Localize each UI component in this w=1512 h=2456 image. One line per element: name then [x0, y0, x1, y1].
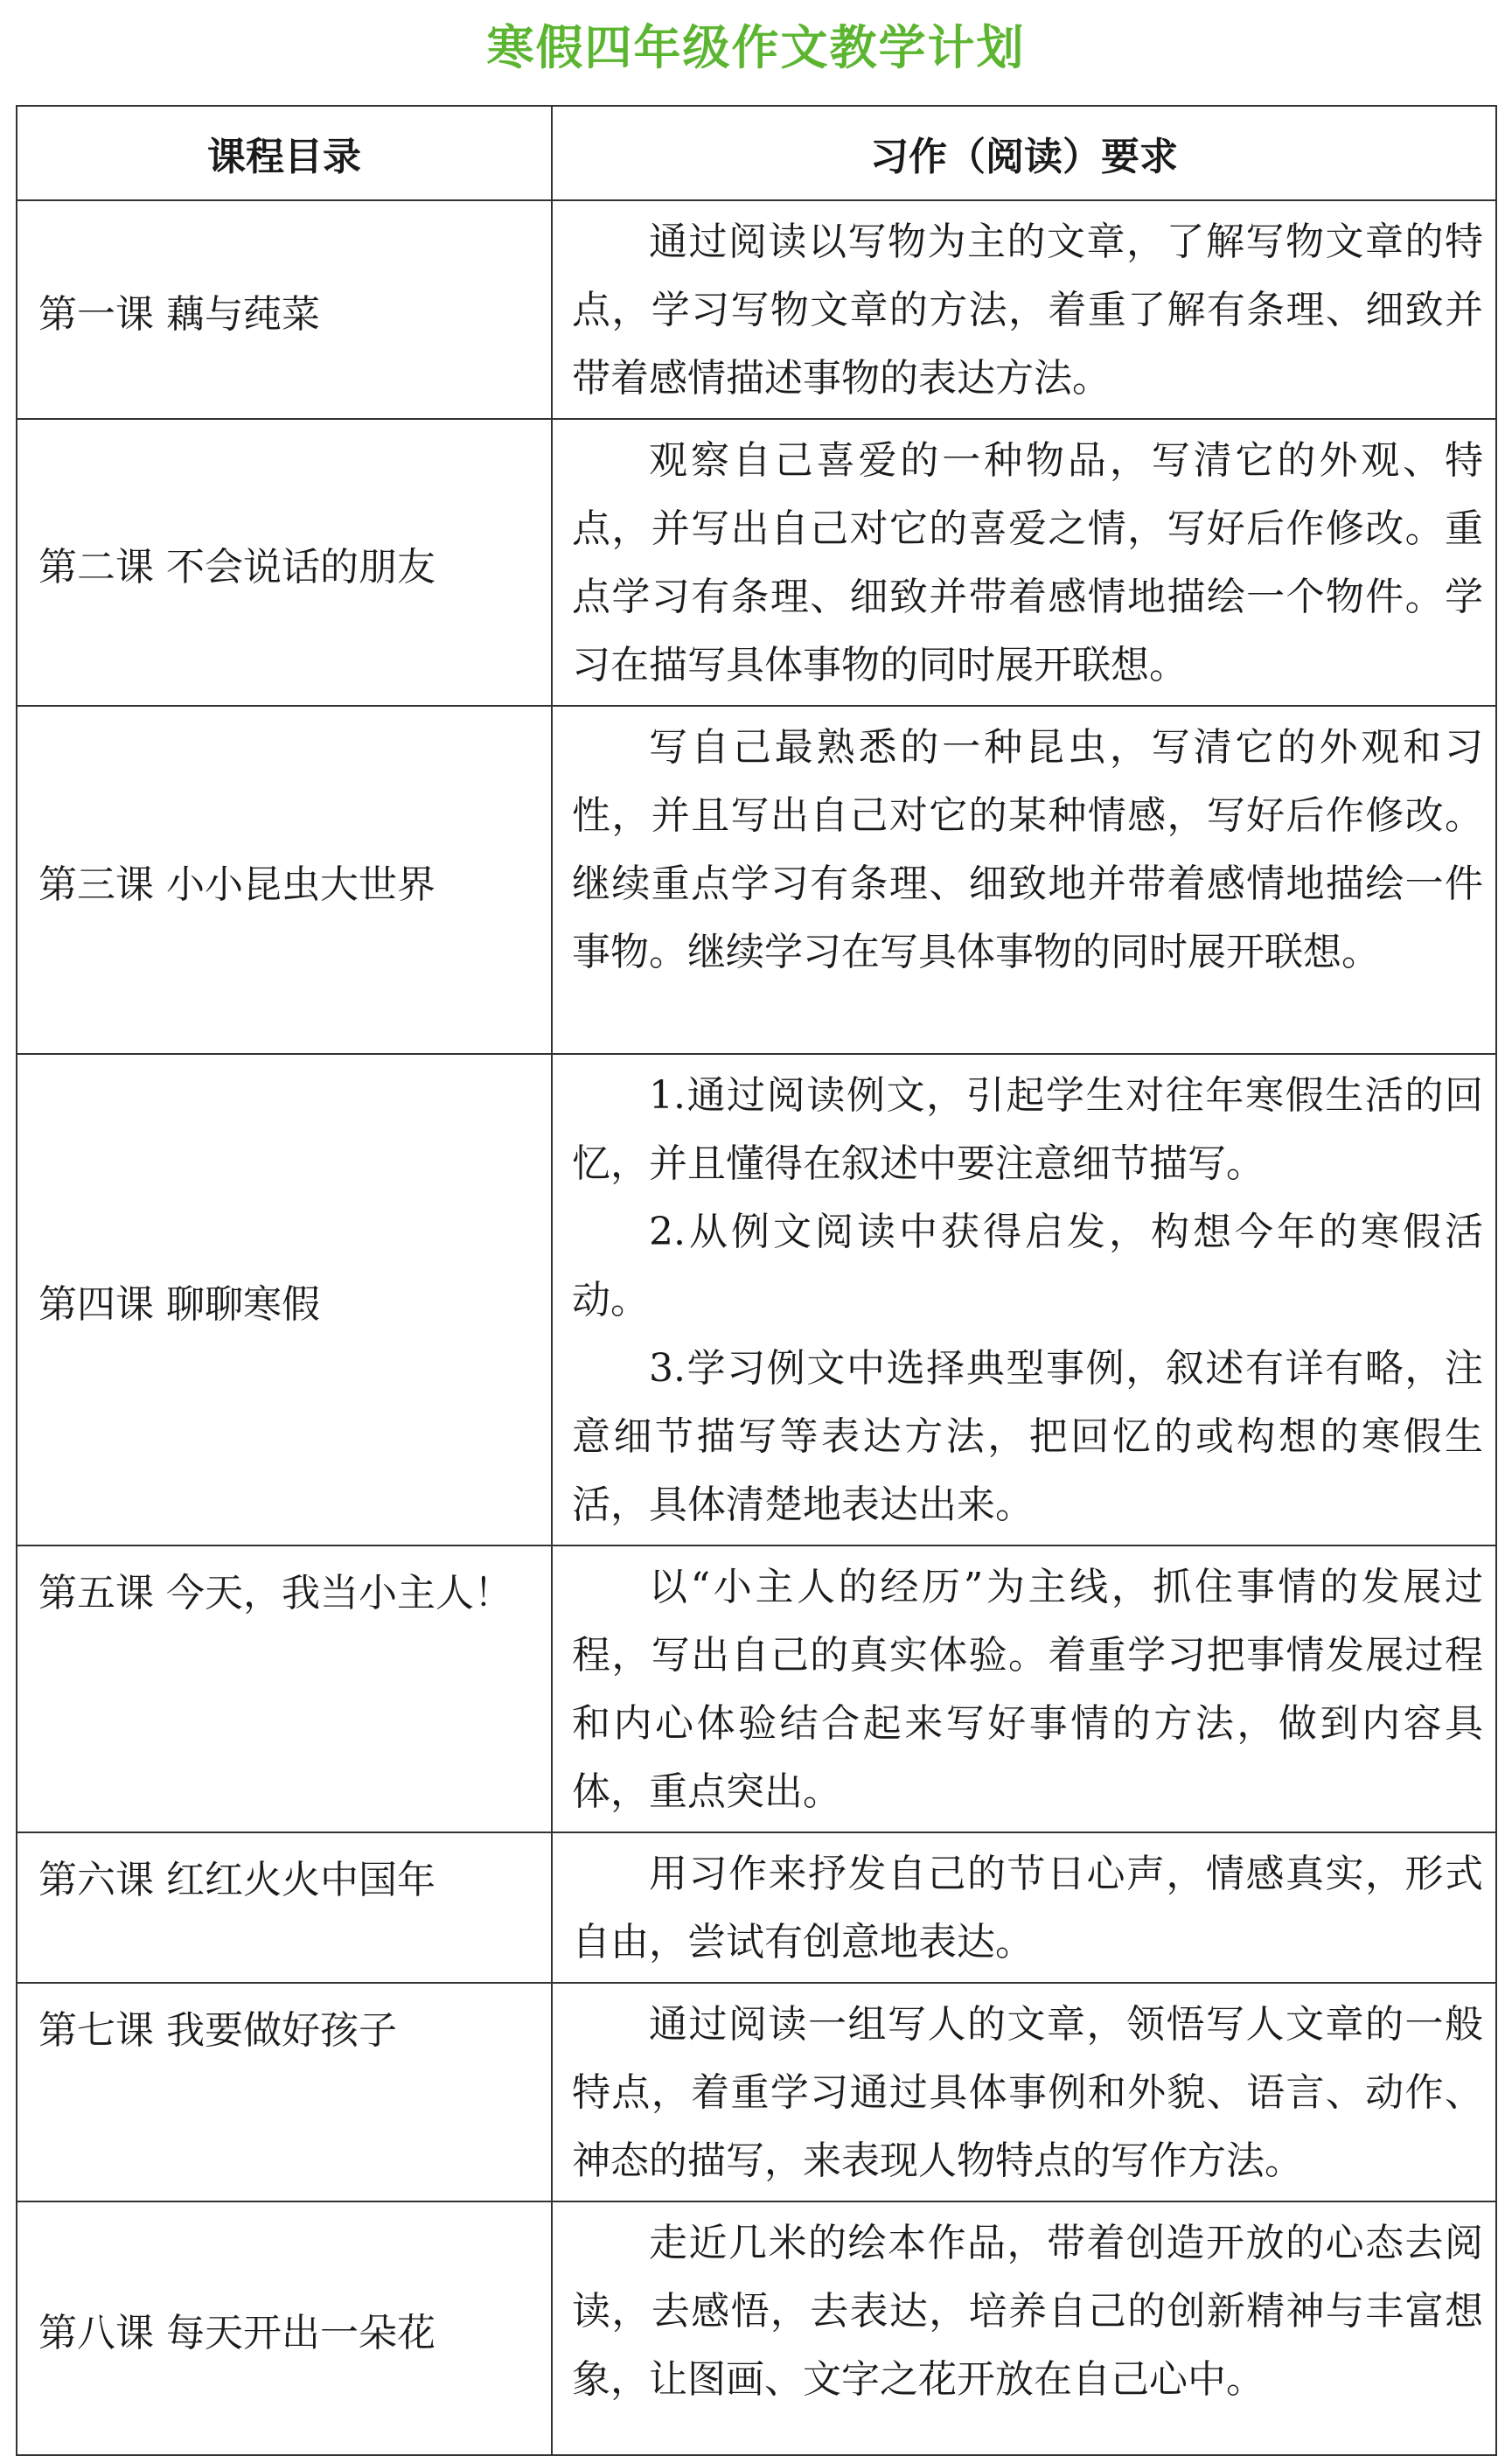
lesson-requirements [552, 1545, 1496, 1832]
requirement-paragraph: 通过阅读一组写人的文章，领悟写人文章的一般特点，着重学习通过具体事例和外貌、语言、动作、神态的描写，来表现人物特点的写作方法。 [572, 2002, 1483, 2183]
table-row [17, 706, 1496, 1054]
lesson-title: 第一课 藕与莼菜 [17, 200, 552, 419]
lesson-title: 第四课 聊聊寒假 [17, 1054, 552, 1545]
requirement-paragraph: 3.学习例文中选择典型事例，叙述有详有略，注意细节描写等表达方法，把回忆的或构想的寒假生活，具体清楚地表达出来。 [572, 1346, 1483, 1527]
table-row [17, 419, 1496, 706]
lesson-title: 第二课 不会说话的朋友 [17, 419, 552, 706]
page-title: 寒假四年级作文教学计划 [486, 20, 1026, 75]
lesson-requirements [552, 2201, 1496, 2455]
table-row [17, 1545, 1496, 1832]
requirement-paragraph: 1.通过阅读例文，引起学生对往年寒假生活的回忆，并且懂得在叙述中要注意细节描写。 [572, 1073, 1483, 1186]
lesson-title: 第七课 我要做好孩子 [17, 1983, 552, 2201]
requirement-paragraph: 2.从例文阅读中获得启发，构想今年的寒假活动。 [572, 1210, 1483, 1322]
requirement-paragraph: 用习作来抒发自己的节日心声，情感真实，形式自由，尝试有创意地表达。 [572, 1852, 1483, 1964]
table-row [17, 1054, 1496, 1545]
requirement-paragraph: 走近几米的绘本作品，带着创造开放的心态去阅读，去感悟，去表达，培养自己的创新精神与丰富想象，让图画、文字之花开放在自己心中。 [572, 2221, 1483, 2402]
lesson-title: 第三课 小小昆虫大世界 [17, 706, 552, 1054]
requirement-paragraph: 通过阅读以写物为主的文章，了解写物文章的特点，学习写物文章的方法，着重了解有条理、细致并带着感情描述事物的表达方法。 [572, 220, 1483, 401]
column-header-requirements: 习作（阅读）要求 [552, 106, 1496, 200]
requirement-paragraph: 观察自己喜爱的一种物品，写清它的外观、特点，并写出自己对它的喜爱之情，写好后作修改。重点学习有条理、细致并带着感情地描绘一个物件。学习在描写具体事物的同时展开联想。 [572, 438, 1483, 687]
lesson-requirements [552, 1832, 1496, 1983]
table-row [17, 1832, 1496, 1983]
lesson-requirements [552, 1054, 1496, 1545]
table-row [17, 200, 1496, 419]
requirement-paragraph: 以“小主人的经历”为主线，抓住事情的发展过程，写出自己的真实体验。着重学习把事情发展过程和内心体验结合起来写好事情的方法，做到内容具体，重点突出。 [572, 1565, 1483, 1814]
lesson-requirements [552, 200, 1496, 419]
table-row [17, 2201, 1496, 2455]
table-row [17, 1983, 1496, 2201]
lesson-requirements [552, 1983, 1496, 2201]
lesson-title: 第八课 每天开出一朵花 [17, 2201, 552, 2455]
column-header-lessons: 课程目录 [17, 106, 552, 200]
teaching-plan-table [16, 105, 1497, 2456]
requirement-paragraph: 写自己最熟悉的一种昆虫，写清它的外观和习性，并且写出自己对它的某种情感，写好后作修改。继续重点学习有条理、细致地并带着感情地描绘一件事物。继续学习在写具体事物的同时展开联想。 [572, 725, 1483, 974]
lesson-requirements [552, 706, 1496, 1054]
lesson-title: 第五课 今天，我当小主人！ [17, 1545, 552, 1832]
table-header-row [17, 106, 1496, 200]
lesson-title: 第六课 红红火火中国年 [17, 1832, 552, 1983]
lesson-requirements [552, 419, 1496, 706]
